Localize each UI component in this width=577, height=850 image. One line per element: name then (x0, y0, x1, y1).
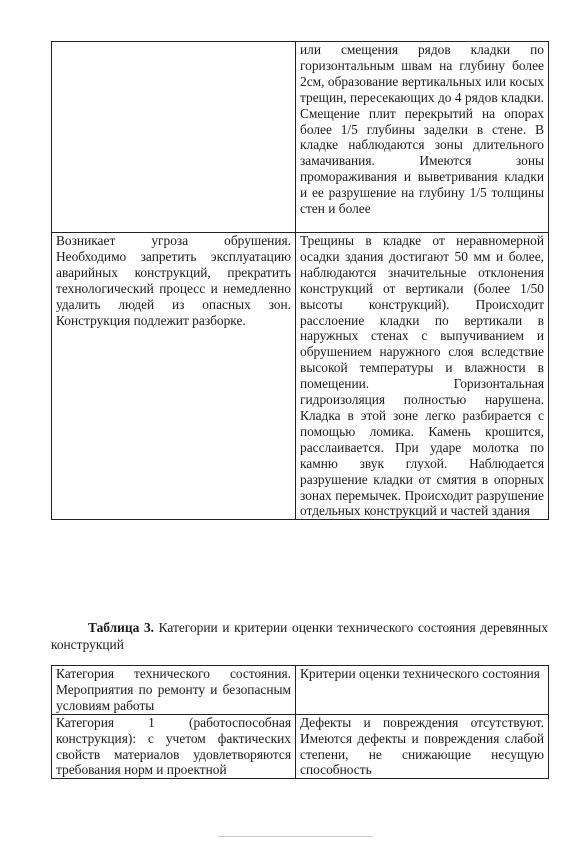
table-caption (51, 619, 548, 653)
criteria-cell: или смещения рядов кладки по горизонтальным швам на глубину более 2см, образование вертикальных или косых трещин, пересекающих до 4 рядов кладки. Смещение плит перекрытий на опорах более 1/5 глубины заделки в стене. В кладке наблюдаются зоны длительного замачивания. Имеются зоны промораживания и выветривания кладки и ее разрушение на глубину 1/5 толщины стен и более (296, 42, 549, 233)
measures-cell: Возникает угроза обрушения. Необходимо запретить эксплуатацию аварийных конструкций, прекратить технологический процесс и немедленно удалить людей из опасных зон. Конструкция подлежит разборке. (52, 233, 296, 520)
brick-condition-table (51, 41, 549, 520)
table-header-row (52, 666, 549, 715)
criteria-cell: Дефекты и повреждения отсутствуют. Имеются дефекты и повреждения слабой степени, не снижающие несущую способность (296, 714, 549, 779)
header-category: Категория технического состояния. Мероприятия по ремонту и безопасным условиям работы (52, 666, 296, 715)
table-row (52, 233, 549, 520)
table-row (52, 42, 549, 233)
header-criteria: Критерии оценки технического состояния (296, 666, 549, 715)
wood-condition-table (51, 665, 549, 779)
criteria-cell: Трещины в кладке от неравномерной осадки здания достигают 50 мм и более, наблюдаются значительные отклонения конструкций от вертикали (более 1/50 высоты конструкций). Происходит расслоение кладки по вертикали в наружных стенах с выпучиванием и обрушением наружного слоя вследствие высокой температуры и влажности в помещении. Горизонтальная гидроизоляция полностью нарушена. Кладка в этой зоне легко разбирается с помощью ломика. Камень крошится, расслаивается. При ударе молотка по камню звук глухой. Наблюдается разрушение кладки от смятия в опорных зонах перемычек. Происходит разрушение отдельных конструкций и частей здания (296, 233, 549, 520)
table-row (52, 714, 549, 779)
table-cell-empty (52, 42, 296, 233)
table-caption-text: Категории и критерии оценки технического состояния деревянных конструкций (51, 620, 549, 652)
category-cell: Категория 1 (работоспособная конструкция): с учетом фактических свойств материалов удовлетворяются требования норм и проектной (52, 714, 296, 779)
table-caption-label: Таблица 3. (88, 620, 154, 635)
page-bottom-line (218, 836, 373, 837)
